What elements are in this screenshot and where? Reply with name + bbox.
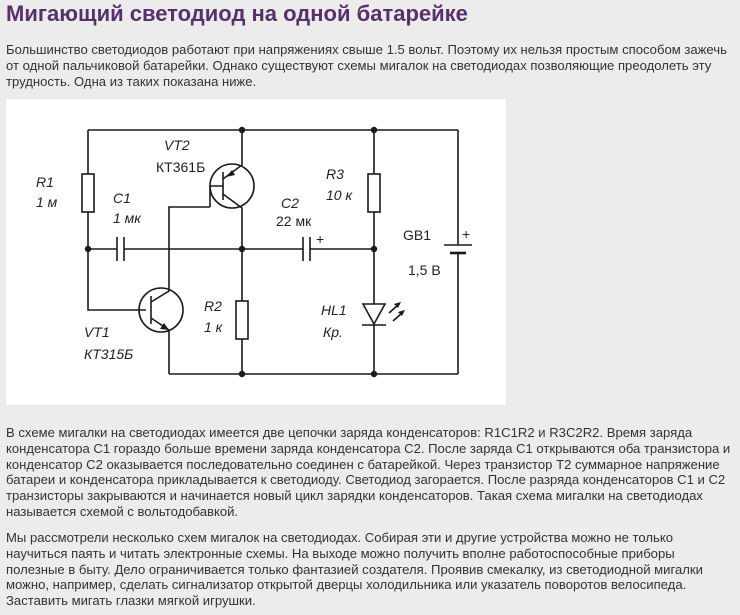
label-r3-value: 10 к (326, 187, 353, 203)
label-vt2-value: КТ361Б (156, 159, 206, 175)
label-r2-name: R2 (204, 298, 222, 314)
label-c2-value: 22 мк (276, 213, 312, 229)
transistor-vt2-collector (223, 194, 242, 249)
label-c2-polarity: + (316, 231, 325, 247)
junction-dot (371, 127, 377, 133)
label-vt1-name: VT1 (84, 324, 110, 340)
label-c2-name: C2 (281, 195, 299, 211)
label-c1-value: 1 мк (113, 210, 141, 226)
junction-dot (371, 246, 377, 252)
label-vt1-value: КТ315Б (84, 346, 134, 362)
label-hl1-value: Кр. (323, 324, 343, 340)
description-paragraph: В схеме мигалки на светодиодах имеется две цепочки заряда конденсаторов: R1C1R2 и R3C2R2. Время заряда конденсатора С1 гораздо больше времени заряда конденсатора С2. После заряда С1 открываются оба транзистора и конденсатор С2 оказывается последовательно соединен с батарейкой. Через транзистор Т2 суммарное напряжение батареи и конденсатора прикладывается к светодиоду. Светодиод загорается. После разряда конденсаторов С1 и С2 транзисторы закрываются и начинается новый цикл зарядки конденсаторов. Такая схема мигалки на светодиодах называется схемой с вольтодобавкой. (6, 425, 731, 519)
conclusion-paragraph: Мы рассмотрели несколько схем мигалок на светодиодах. Собирая эти и другие устройства можно не только научиться паять и читать электронные схемы. На выходе можно получить вполне работоспособные приборы полезные в быту. Дело ограничивается только фантазией создателя. Проявив смекалку, из светодиодной мигалки можно, например, сделать сигнализатор открытой дверцы холодильника или указатель поворотов велосипеда. Заставить мигать глазки мягкой игрушки. (6, 530, 703, 609)
junction-dot (371, 371, 377, 377)
intro-paragraph: Большинство светодиодов работают при напряжениях свыше 1.5 вольт. Поэтому их нельзя простым способом зажечь от одной пальчиковой батарейки. Однако существуют схемы мигалок на светодиодах позволяющие преодолеть эту трудность. Одна из таких показана ниже. (6, 42, 727, 89)
page-title: Мигающий светодиод на одной батарейке (6, 1, 468, 26)
junction-dot (239, 246, 245, 252)
junction-dot (239, 127, 245, 133)
label-r2-value: 1 к (204, 319, 223, 335)
label-c1-name: C1 (113, 190, 131, 206)
resistor-r2 (236, 301, 248, 339)
label-r1-value: 1 м (36, 194, 58, 210)
label-r3-name: R3 (326, 166, 344, 182)
junction-dot (239, 371, 245, 377)
label-gb1-name: GB1 (403, 227, 432, 243)
resistor-r3 (368, 174, 380, 212)
led-hl1-triangle (363, 304, 385, 324)
label-r1-name: R1 (36, 174, 54, 190)
label-vt2-name: VT2 (164, 137, 190, 153)
label-gb1-value: 1,5 В (408, 262, 441, 278)
circuit-schematic (6, 99, 506, 405)
label-hl1-name: HL1 (321, 302, 347, 318)
resistor-r1 (82, 174, 94, 212)
label-gb1-polarity: + (462, 226, 471, 242)
junction-dot (85, 246, 91, 252)
